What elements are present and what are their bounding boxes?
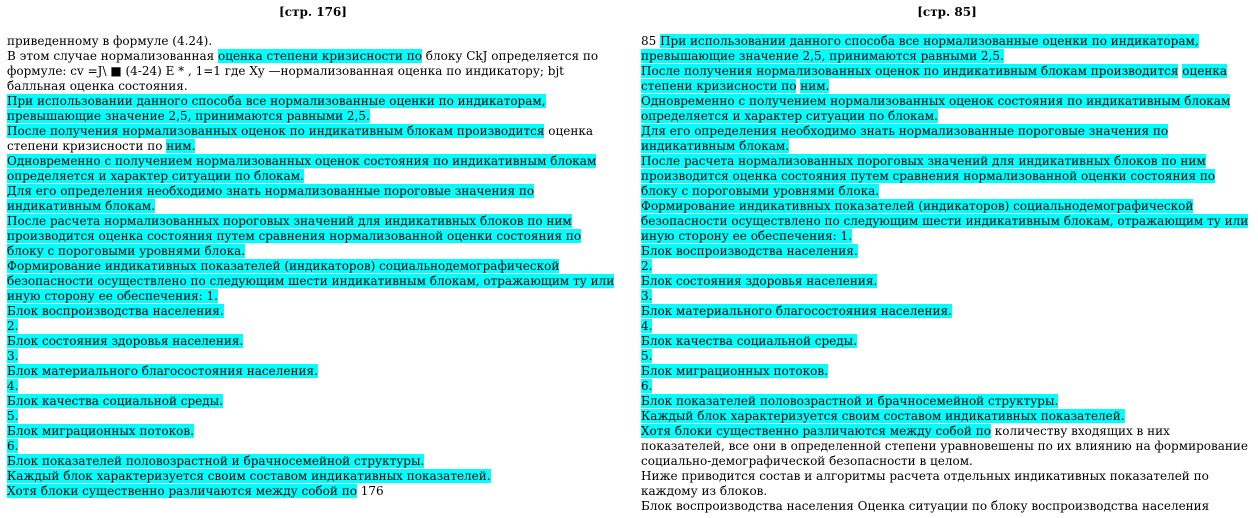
plain-text: оценка степени кризисности по: [7, 124, 593, 153]
highlighted-text: 6.: [7, 439, 19, 453]
highlighted-text: Каждый блок характеризуется своим составом индикативных показателей.: [7, 469, 491, 483]
highlighted-text: 2.: [641, 259, 653, 273]
highlighted-text: Блок миграционных потоков.: [641, 364, 828, 378]
highlighted-text: оценка степени кризисности по: [218, 49, 422, 63]
highlighted-text: Формирование индикативных показателей (индикаторов) социальнодемографической безопасности осуществлено по следующим шести индикативным блокам, отражающим ту или иную сторону ее обеспечения: 1.: [641, 199, 1249, 243]
highlighted-text: 3.: [641, 289, 653, 303]
highlighted-text: После получения нормализованных оценок по индикативным блокам производится: [7, 124, 545, 138]
highlighted-text: Блок качества социальной среды.: [641, 334, 858, 348]
highlighted-text: Блок показателей половозрастной и брачносемейной структуры.: [7, 454, 425, 468]
highlighted-text: 4.: [641, 319, 653, 333]
plain-text: Блок воспроизводства населения Оценка ситуации по блоку воспроизводства населения: [641, 499, 1210, 513]
plain-text: 176: [356, 484, 384, 498]
highlighted-text: 3.: [7, 349, 19, 363]
plain-text: приведенному в формуле (4.24).: [7, 34, 213, 48]
highlighted-text: После расчета нормализованных пороговых значений для индикативных блоков по ним производится оценка состояния путем сравнения нормализованной оценки состояния по блоку с пороговыми уровнями блока.: [641, 154, 1216, 198]
highlighted-text: Хотя блоки существенно различаются между собой по: [7, 484, 357, 498]
highlighted-text: Блок качества социальной среды.: [7, 394, 224, 408]
highlighted-text: Формирование индикативных показателей (индикаторов) социальнодемографической безопасности осуществлено по следующим шести индикативным блокам, отражающим ту или иную сторону ее обеспечения: 1.: [7, 259, 615, 303]
highlighted-text: При использовании данного способа все нормализованные оценки по индикаторам, превышающие значение 2,5, принимаются равными 2,5.: [7, 94, 546, 123]
plain-text: количеству входящих в них показателей, все они в определенной степени уравновешены по их влиянию на формирование социально-демографической безопасности в целом.: [641, 424, 1248, 468]
highlighted-text: оценка степени кризисности по: [641, 64, 1227, 93]
highlighted-text: Блок материального благосостояния населения.: [641, 304, 952, 318]
highlighted-text: ним.: [166, 139, 196, 153]
highlighted-text: 4.: [7, 379, 19, 393]
highlighted-text: Для его определения необходимо знать нормализованные пороговые значения по индикативным блокам.: [641, 124, 1169, 153]
right-page-header: [стр. 85]: [917, 5, 977, 19]
highlighted-text: Блок показателей половозрастной и брачносемейной структуры.: [641, 394, 1059, 408]
highlighted-text: ним.: [800, 79, 830, 93]
highlighted-text: Для его определения необходимо знать нормализованные пороговые значения по индикативным блокам.: [7, 184, 535, 213]
highlighted-text: Хотя блоки существенно различаются между собой по: [641, 424, 991, 438]
highlighted-text: Блок состояния здоровья населения.: [641, 274, 878, 288]
highlighted-text: Блок воспроизводства населения.: [641, 244, 858, 258]
highlighted-text: 5.: [641, 349, 653, 363]
highlighted-text: Одновременно с получением нормализованных оценок состояния по индикативным блокам определяется и характер ситуации по блокам.: [7, 154, 597, 183]
highlighted-text: Блок материального благосостояния населения.: [7, 364, 318, 378]
highlighted-text: Каждый блок характеризуется своим составом индикативных показателей.: [641, 409, 1125, 423]
highlighted-text: После расчета нормализованных пороговых значений для индикативных блоков по ним производится оценка состояния путем сравнения нормализованной оценки состояния по блоку с пороговыми уровнями блока.: [7, 214, 582, 258]
highlighted-text: 5.: [7, 409, 19, 423]
left-page-header: [стр. 176]: [279, 5, 347, 19]
highlighted-text: Одновременно с получением нормализованных оценок состояния по индикативным блокам определяется и характер ситуации по блокам.: [641, 94, 1231, 123]
left-page-body: [7, 34, 619, 499]
highlighted-text: Блок воспроизводства населения.: [7, 304, 224, 318]
highlighted-text: 6.: [641, 379, 653, 393]
right-page-column: [641, 0, 1253, 514]
plain-text: блоку CkJ определяется по формуле: cv =J\ ■ (4-24) E * , 1=1 где Xy —нормализованная оценка по индикатору; bjt балльная оценка состояния.: [7, 49, 599, 93]
plain-text: В этом случае нормализованная: [7, 49, 219, 63]
highlighted-text: При использовании данного способа все нормализованные оценки по индикаторам, превышающие значение 2,5, принимаются равными 2,5.: [641, 34, 1199, 63]
highlighted-text: 2.: [7, 319, 19, 333]
plain-text: Ниже приводится состав и алгоритмы расчета отдельных индикативных показателей по каждому из блоков.: [641, 469, 1209, 498]
right-page-body: [641, 34, 1253, 514]
plain-text: 85: [641, 34, 661, 48]
highlighted-text: После получения нормализованных оценок по индикативным блокам производится: [641, 64, 1179, 78]
highlighted-text: Блок состояния здоровья населения.: [7, 334, 244, 348]
left-page-column: [7, 0, 619, 499]
highlighted-text: Блок миграционных потоков.: [7, 424, 194, 438]
